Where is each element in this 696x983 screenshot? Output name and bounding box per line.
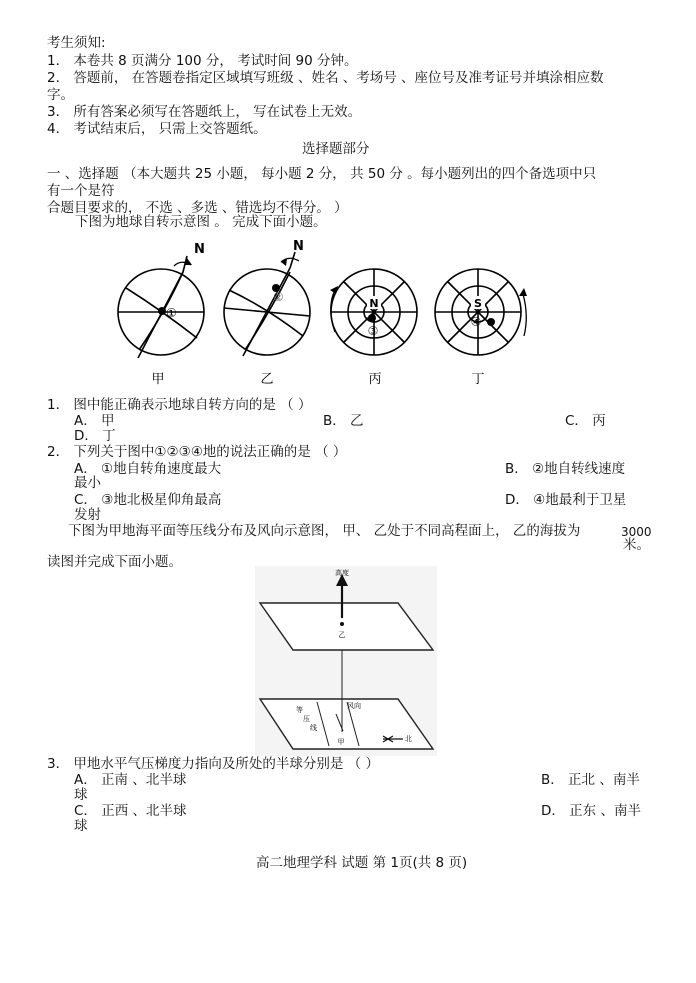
q1-option-a: A． 甲 <box>74 413 115 429</box>
notice-heading: 考生须知: <box>47 35 106 51</box>
north-label-jia: N <box>194 242 205 257</box>
q2-stem: 2． 下列关于图中①②③④地的说法正确的是 （ ） <box>47 444 347 460</box>
earth-rotation-figure <box>105 232 545 397</box>
section-title: 选择题部分 <box>302 141 370 157</box>
notice-item-3: 3． 所有答案必须写在答题纸上， 写在试卷上无效。 <box>47 104 362 120</box>
part1-line3: 合题目要求的， 不选 、多选 、错选均不得分。 ） <box>47 200 348 216</box>
mark-4: ④ <box>470 315 482 329</box>
q3-option-d: D． 正东 、南半 <box>541 803 641 819</box>
polar-view-ding <box>435 269 527 355</box>
q1-stem: 1． 图中能正确表示地球自转方向的是 （ ） <box>47 397 312 413</box>
q2-option-d: D． ④地最利于卫星 <box>505 492 627 508</box>
label-jia: 甲 <box>151 372 165 387</box>
q1-option-b: B． 乙 <box>323 413 364 429</box>
label-bing: 丙 <box>368 372 382 387</box>
notice-item-2-cont: 字。 <box>47 87 74 103</box>
mark-1: ① <box>166 306 177 320</box>
q2-option-b-cont: 最小 <box>74 475 101 491</box>
q1-option-d: D． 丁 <box>74 428 116 444</box>
q3-stem: 3． 甲地水平气压梯度力指向及所处的半球分别是 （ ） <box>47 756 379 772</box>
polar-view-bing <box>330 269 417 355</box>
isobar-wind-figure <box>255 566 437 756</box>
mark-2: ② <box>273 290 284 304</box>
north-label: 北 <box>405 735 412 743</box>
q2-option-a: A． ①地自转角速度最大 <box>74 461 222 477</box>
isobar-char-2: 压 <box>303 715 310 723</box>
q1-option-c: C． 丙 <box>565 413 606 429</box>
altitude-number: 3000 <box>621 525 652 539</box>
altitude-unit: 米。 <box>623 537 650 553</box>
notice-item-1: 1． 本卷共 8 页满分 100 分， 考试时间 90 分钟。 <box>47 53 358 69</box>
q3-option-b-cont: 球 <box>74 787 88 803</box>
label-yi: 乙 <box>260 372 274 387</box>
page-footer: 高二地理学科 试题 第 1页(共 8 页) <box>256 855 468 871</box>
mark-3: ③ <box>367 324 379 338</box>
pole-n-bing: N <box>369 297 379 310</box>
part1-line1: 一 、选择题 （本大题共 25 小题， 每小题 2 分， 共 50 分 。每小题列出的四个备选项中只 <box>47 166 597 182</box>
north-label-yi: N <box>293 239 304 254</box>
q3-option-d-cont: 球 <box>74 818 88 834</box>
notice-item-4: 4． 考试结束后， 只需上交答题纸。 <box>47 121 267 137</box>
figure2-intro: 下图为甲地海平面等压线分布及风向示意图， 甲、 乙处于不同高程面上， 乙的海拔为 <box>68 523 581 539</box>
label-jia-point: 甲 <box>337 738 345 746</box>
wind-label: 风向 <box>347 702 361 710</box>
globe-jia <box>118 256 204 358</box>
isobar-char-3: 线 <box>310 724 317 732</box>
label-yi-point: 乙 <box>338 631 346 639</box>
notice-item-2: 2． 答题前， 在答题卷指定区域填写班级 、姓名 、考场号 、座位号及准考证号并填涂相应数 <box>47 70 604 86</box>
point-yi <box>340 622 344 626</box>
q2-option-d-cont: 发射 <box>74 507 101 523</box>
q3-option-b: B． 正北 、南半 <box>541 772 640 788</box>
figure1-intro: 下图为地球自转示意图 。 完成下面小题。 <box>75 214 327 230</box>
height-label: 高度 <box>335 569 349 577</box>
q2-option-b: B． ②地自转线速度 <box>505 461 626 477</box>
part1-line2: 有一个是符 <box>47 183 115 199</box>
q2-option-c: C． ③地北极星仰角最高 <box>74 492 222 508</box>
label-ding: 丁 <box>471 372 485 387</box>
q3-option-a: A． 正南 、北半球 <box>74 772 187 788</box>
figure2-instruction: 读图并完成下面小题。 <box>47 554 182 570</box>
isobar-char-1: 等 <box>296 706 303 714</box>
globe-yi <box>224 252 310 356</box>
q3-option-c: C． 正西 、北半球 <box>74 803 187 819</box>
pole-s-ding: S <box>474 297 482 310</box>
